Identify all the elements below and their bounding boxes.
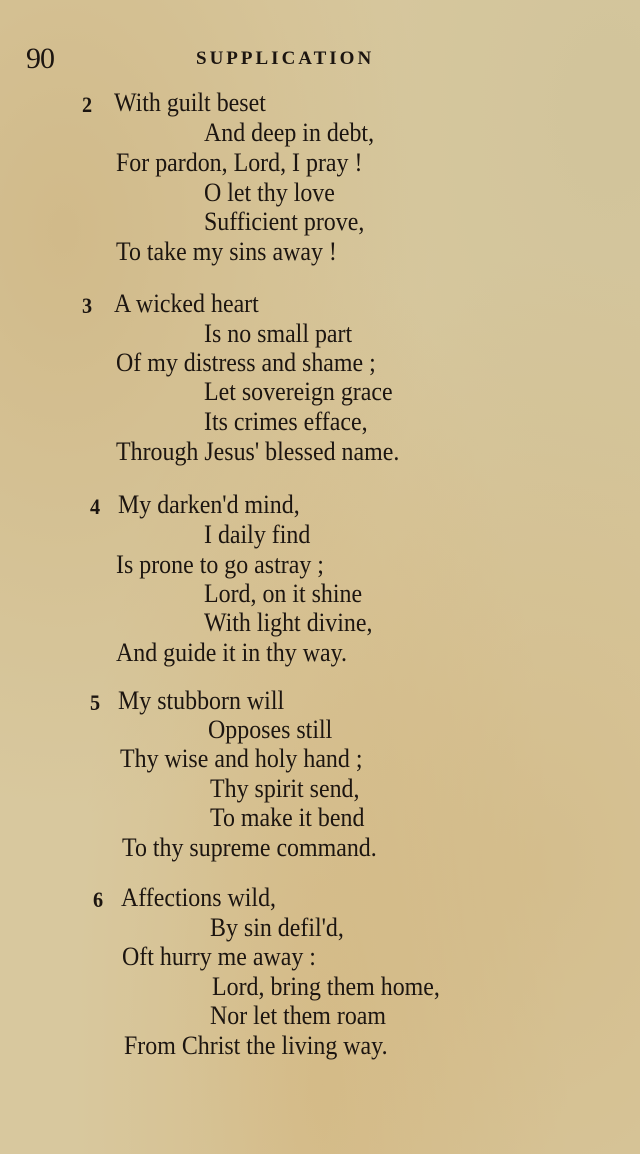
running-title: SUPPLICATION: [196, 48, 375, 69]
verse-line: Oft hurry me away :: [122, 942, 316, 971]
verse-line: Is prone to go astray ;: [116, 550, 324, 579]
verse-line: From Christ the living way.: [124, 1031, 388, 1060]
verse-line: To take my sins away !: [116, 237, 337, 266]
page-number: 90: [26, 42, 54, 75]
stanza-number: 3: [82, 293, 93, 318]
verse-line: Thy wise and holy hand ;: [120, 744, 363, 773]
verse-line: With light divine,: [204, 608, 373, 637]
verse-line: For pardon, Lord, I pray !: [116, 148, 363, 177]
verse-line: With guilt beset: [114, 88, 266, 117]
verse-line: And deep in debt,: [204, 118, 375, 147]
verse-line: Affections wild,: [121, 883, 277, 912]
stanza-number: 4: [90, 494, 101, 519]
stanza-number: 6: [93, 887, 104, 912]
verse-line: Let sovereign grace: [204, 377, 393, 406]
verse-line: Is no small part: [204, 319, 353, 348]
verse-line: Lord, bring them home,: [212, 972, 440, 1001]
verse-line: Lord, on it shine: [204, 579, 363, 608]
verse-line: My stubborn will: [118, 686, 285, 715]
verse-line: Opposes still: [208, 715, 333, 744]
verse-line: Nor let them roam: [210, 1001, 387, 1030]
verse-line: My darken'd mind,: [118, 490, 300, 519]
verse-line: A wicked heart: [114, 289, 259, 318]
verse-line: Thy spirit send,: [210, 774, 360, 803]
verse-line: To make it bend: [210, 803, 365, 832]
verse-line: To thy supreme command.: [122, 833, 377, 862]
verse-line: Of my distress and shame ;: [116, 348, 376, 377]
verse-line: And guide it in thy way.: [116, 638, 347, 667]
stanza-number: 5: [90, 690, 101, 715]
verse-line: I daily find: [204, 520, 311, 549]
verse-line: Sufficient prove,: [204, 207, 365, 236]
verse-line: Its crimes efface,: [204, 407, 368, 436]
stanza-number: 2: [82, 92, 93, 117]
verse-line: By sin defil'd,: [210, 913, 344, 942]
verse-line: O let thy love: [204, 178, 335, 207]
verse-line: Through Jesus' blessed name.: [116, 437, 400, 466]
